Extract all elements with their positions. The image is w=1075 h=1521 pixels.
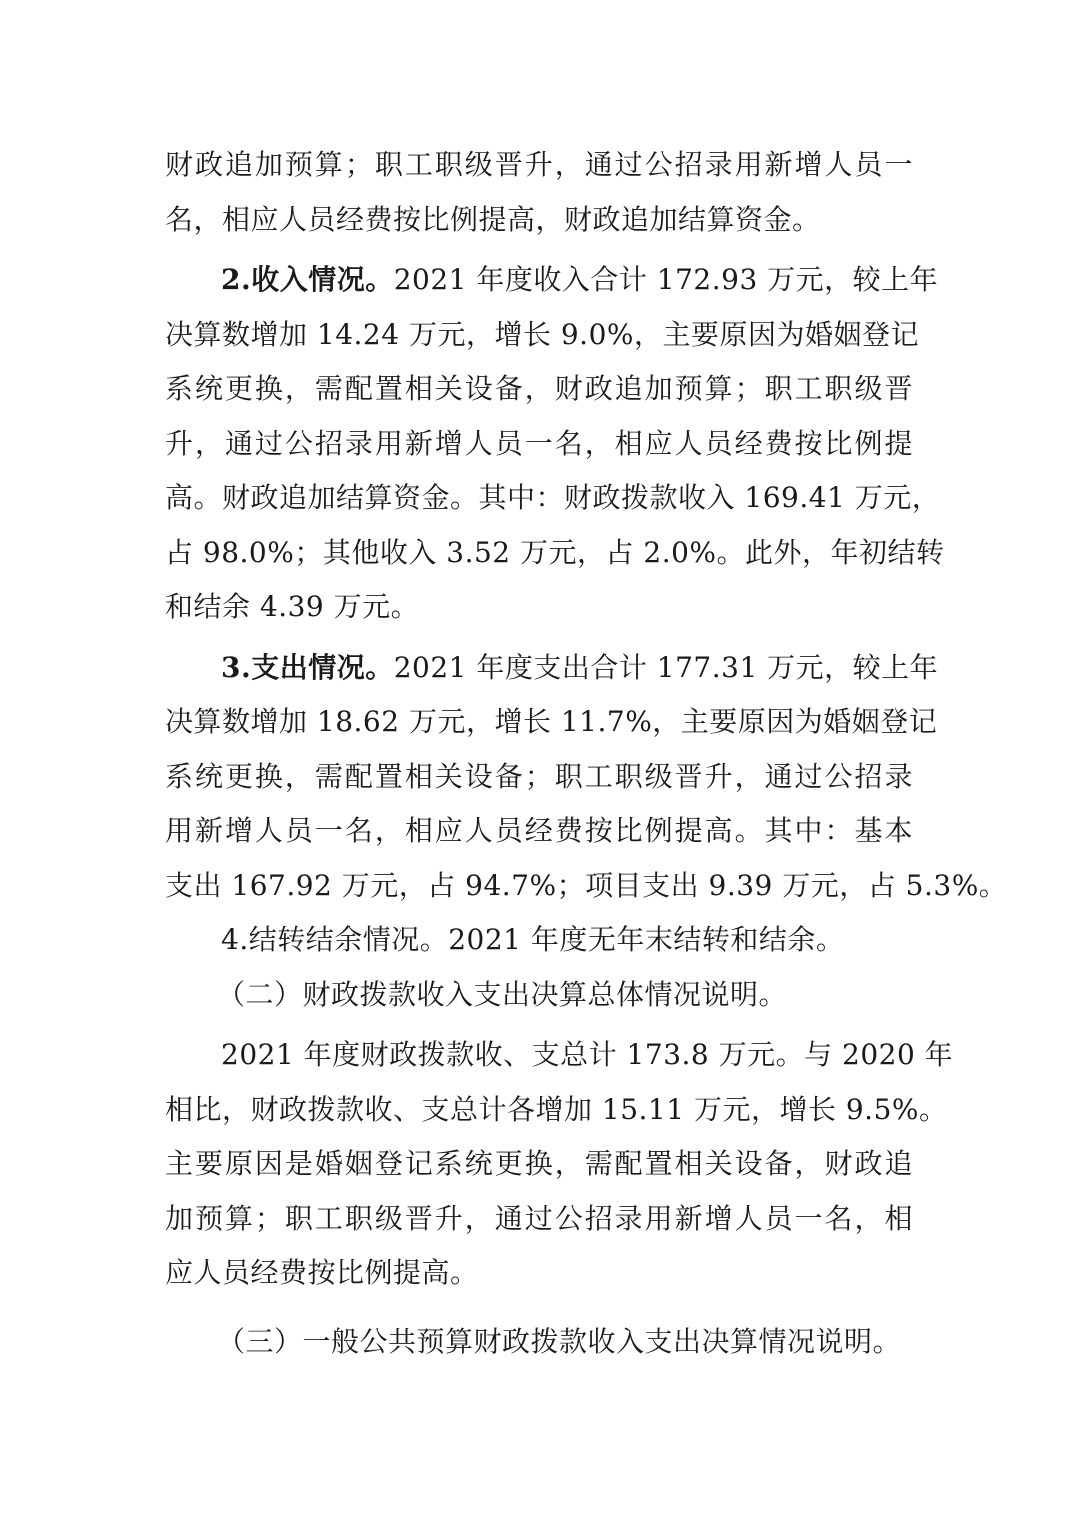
text-line — [165, 253, 939, 308]
text-line: 系统更换，需配置相关设备，财政追加预算；职工职级晋 — [165, 372, 913, 405]
section-heading-3: （三）一般公共预算财政拨款收入支出决算情况说明。 — [217, 1324, 902, 1358]
text-line: 用新增人员一名，相应人员经费按比例提高。其中：基本 — [165, 814, 913, 847]
text-line: 2021 年度收入合计 172.93 万元，较上年 — [393, 263, 939, 296]
text-line: 决算数增加 14.24 万元，增长 9.0%，主要原因为婚姻登记 — [165, 317, 919, 351]
text-line: 2021 年度支出合计 177.31 万元，较上年 — [393, 650, 939, 684]
text-line: 相比，财政拨款收、支总计各增加 15.11 万元，增长 9.5%。 — [165, 1092, 948, 1126]
carryover-line: 4.结转结余情况。2021 年度无年末结转和结余。 — [221, 923, 845, 956]
text-line: 主要原因是婚姻登记系统更换，需配置相关设备，财政追 — [165, 1147, 913, 1180]
text-line: 财政追加预算；职工职级晋升，通过公招录用新增人员一 — [165, 148, 913, 181]
section-heading-2: （二）财政拨款收入支出决算总体情况说明。 — [217, 977, 788, 1011]
text-line: 加预算；职工职级晋升，通过公招录用新增人员一名，相 — [165, 1201, 913, 1235]
income-heading: 2.收入情况。 — [221, 263, 394, 296]
text-line: 支出 167.92 万元，占 94.7%；项目支出 9.39 万元，占 5.3%。 — [165, 868, 1008, 902]
text-line: 和结余 4.39 万元。 — [165, 590, 420, 623]
text-line — [165, 641, 939, 696]
text-line: 决算数增加 18.62 万元，增长 11.7%，主要原因为婚姻登记 — [165, 705, 938, 738]
text-line: 占 98.0%；其他收入 3.52 万元，占 2.0%。此外，年初结转 — [165, 535, 945, 569]
text-line: 名，相应人员经费按比例提高，财政追加结算资金。 — [165, 202, 821, 236]
expense-heading: 3.支出情况。 — [221, 650, 394, 684]
document-page — [165, 138, 1008, 1369]
text-line: 2021 年度财政拨款收、支总计 173.8 万元。与 2020 年 — [221, 1038, 954, 1071]
text-line: 系统更换，需配置相关设备；职工职级晋升，通过公招录 — [165, 759, 913, 793]
text-line: 应人员经费按比例提高。 — [165, 1256, 479, 1289]
text-line: 高。财政追加结算资金。其中：财政拨款收入 169.41 万元， — [165, 481, 941, 514]
text-line: 升，通过公招录用新增人员一名，相应人员经费按比例提 — [165, 426, 913, 460]
